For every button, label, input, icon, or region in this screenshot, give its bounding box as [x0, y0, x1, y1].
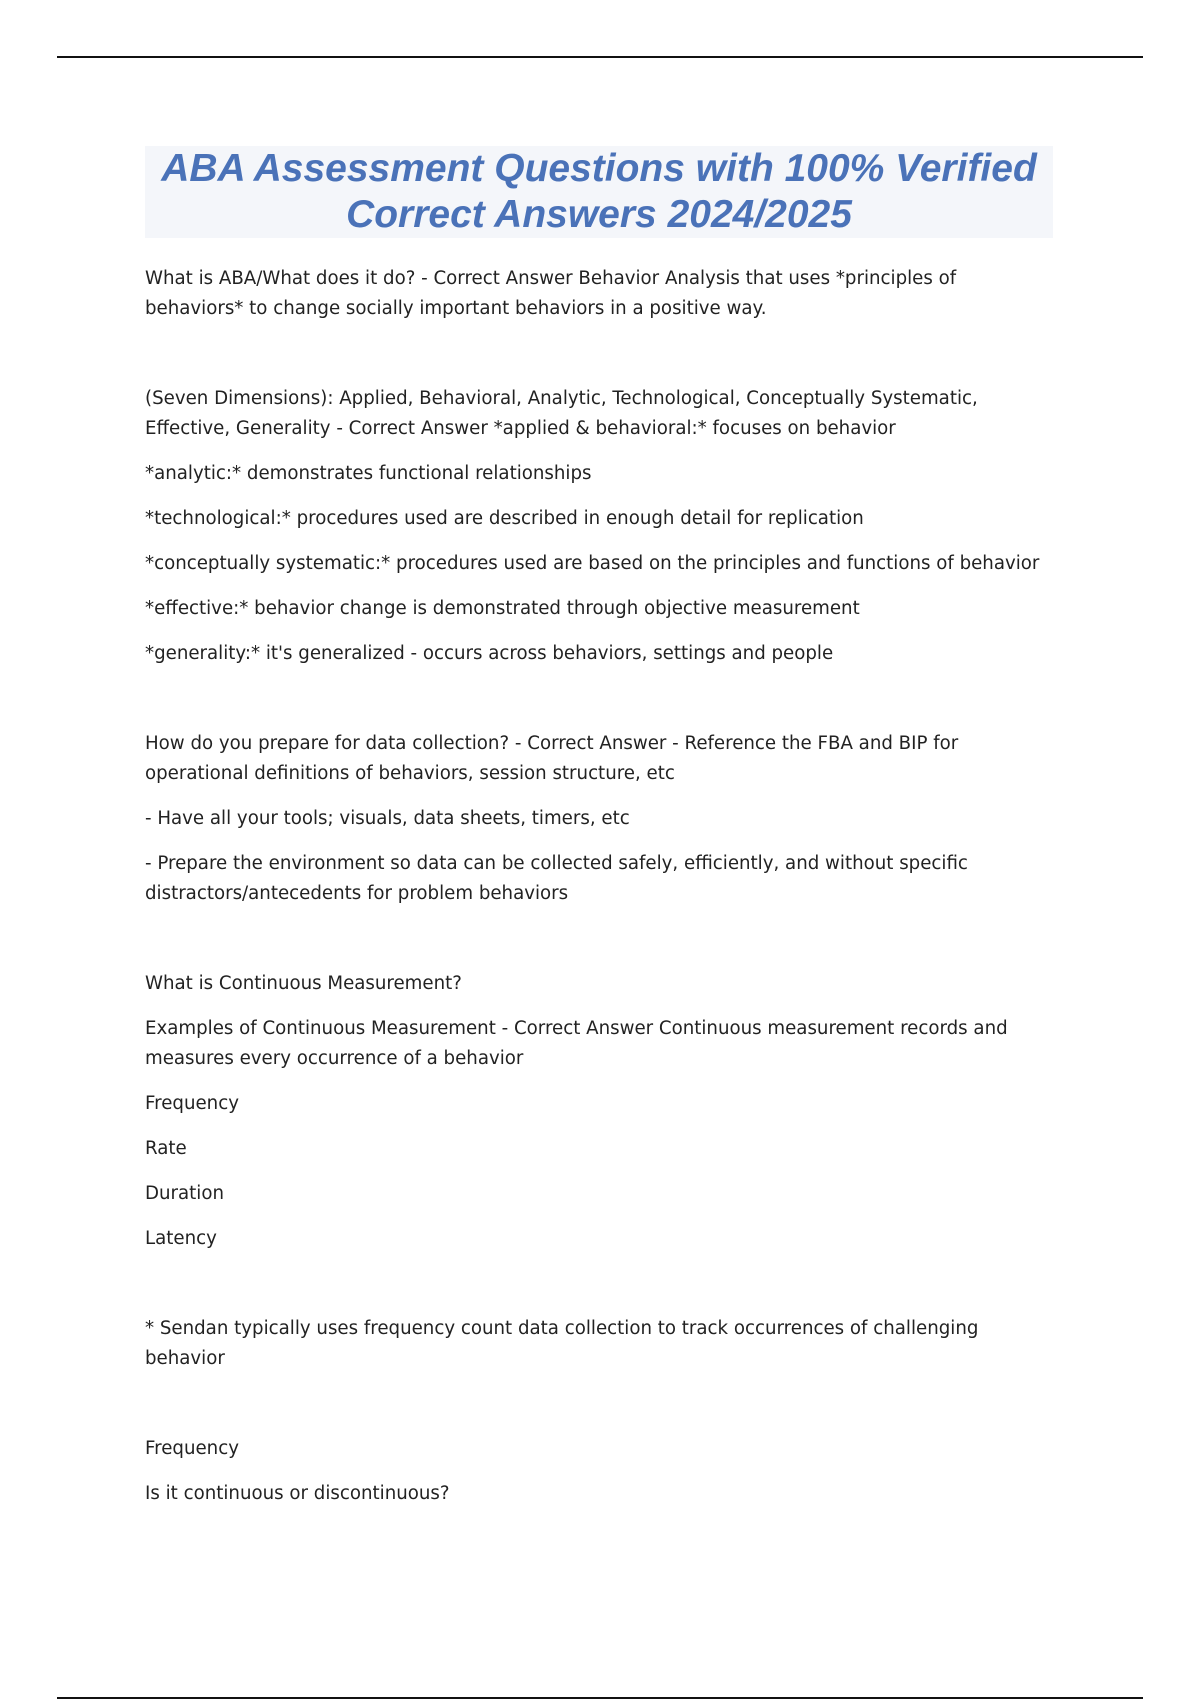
document-body	[145, 264, 1055, 1509]
qa-1-question-answer: What is ABA/What does it do? - Correct Answer Behavior Analysis that uses *principles of behaviors* to change socially important behaviors in a positive way.	[145, 268, 957, 319]
qa-4-question: What is Continuous Measurement?	[145, 973, 462, 994]
qa-4-item-duration: Duration	[145, 1183, 224, 1204]
title-line-2: Correct Answers 2024/2025	[346, 193, 852, 236]
qa-6-term: Frequency	[145, 1438, 239, 1459]
title-line-1: ABA Assessment Questions with 100% Verified	[161, 147, 1037, 190]
qa-2-generality: *generality:* it's generalized - occurs across behaviors, settings and people	[145, 643, 834, 664]
qa-2-conceptually-systematic: *conceptually systematic:* procedures used are based on the principles and functions of behavior	[145, 553, 1040, 574]
footer-rule	[57, 1697, 1143, 1699]
qa-2-technological: *technological:* procedures used are described in enough detail for replication	[145, 508, 864, 529]
qa-3-tools: - Have all your tools; visuals, data sheets, timers, etc	[145, 808, 630, 829]
note-sendan: * Sendan typically uses frequency count data collection to track occurrences of challenging behavior	[145, 1318, 979, 1369]
qa-2-question-answer: (Seven Dimensions): Applied, Behavioral, Analytic, Technological, Conceptually Systematic, Effective, Generality - Correct Answer *applied & behavioral:* focuses on behavior	[145, 388, 978, 439]
qa-2-effective: *effective:* behavior change is demonstrated through objective measurement	[145, 598, 860, 619]
qa-3-question-answer: How do you prepare for data collection? - Correct Answer - Reference the FBA and BIP for operational definitions of behaviors, session structure, etc	[145, 733, 959, 784]
qa-4-answer: Examples of Continuous Measurement - Correct Answer Continuous measurement records and measures every occurrence of a behavior	[145, 1018, 1008, 1069]
header-rule	[57, 56, 1143, 58]
qa-6-question: Is it continuous or discontinuous?	[145, 1483, 450, 1504]
page-title	[151, 146, 1047, 238]
qa-3-environment: - Prepare the environment so data can be collected safely, efficiently, and without specific distractors/antecedents for problem behaviors	[145, 853, 968, 904]
qa-4-item-frequency: Frequency	[145, 1093, 239, 1114]
title-box	[145, 146, 1053, 238]
qa-2-analytic: *analytic:* demonstrates functional relationships	[145, 463, 592, 484]
qa-4-item-latency: Latency	[145, 1228, 217, 1249]
qa-4-item-rate: Rate	[145, 1138, 187, 1159]
